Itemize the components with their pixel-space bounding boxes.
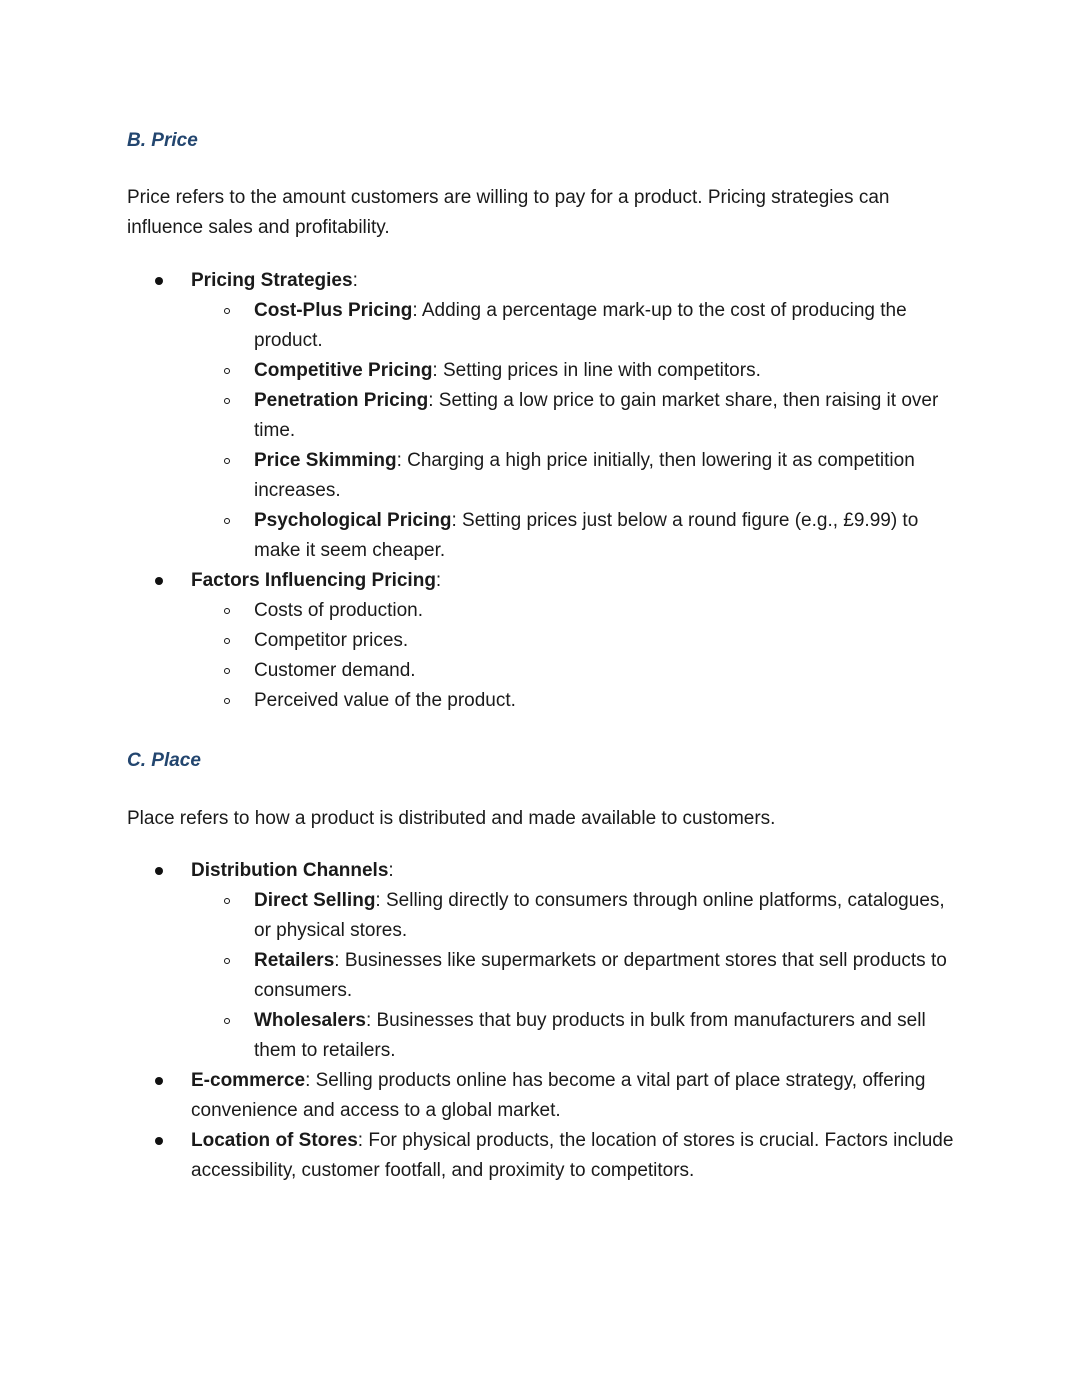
- distribution-channels-sublist: [191, 886, 957, 1066]
- list-item-e-commerce: E-commerce: Selling products online has become a vital part of place strategy, offering convenience and access to a global market.: [127, 1066, 957, 1126]
- list-item: Penetration Pricing: Setting a low price to gain market share, then raising it over time.: [191, 386, 957, 446]
- list-item-factors-influencing-pricing: Factors Influencing Pricing: Costs of production. Competitor prices. Customer demand. Perceived value of the product.: [127, 566, 957, 716]
- bullet-icon: [155, 277, 163, 285]
- list-item: Psychological Pricing: Setting prices just below a round figure (e.g., £9.99) to make it seem cheaper.: [191, 506, 957, 566]
- item-term: Distribution Channels: [191, 860, 389, 881]
- list-item: Customer demand.: [191, 656, 957, 686]
- circle-bullet-icon: [224, 608, 230, 614]
- price-bullet-list: [127, 266, 957, 716]
- list-item: Costs of production.: [191, 596, 957, 626]
- list-item: Competitive Pricing: Setting prices in line with competitors.: [191, 356, 957, 386]
- circle-bullet-icon: [224, 398, 230, 404]
- list-item-pricing-strategies: Pricing Strategies: Cost-Plus Pricing: Adding a percentage mark-up to the cost of producing the product. Competitive Pricing: Setting prices in line with competitors. Penetration Pricing: Setting a low price to gain market share, then raising it over time. Price Skimming: Charging a high price initially, then lowering it as competition increases. Psychological Pricing: Setting prices just below a round figure (e.g., £9.99) to make it seem cheaper.: [127, 266, 957, 566]
- item-term: Pricing Strategies: [191, 270, 353, 291]
- section-heading-price: B. Price: [127, 130, 198, 151]
- list-item: Retailers: Businesses like supermarkets or department stores that sell products to consumers.: [191, 946, 957, 1006]
- place-intro-paragraph: Place refers to how a product is distributed and made available to customers.: [127, 808, 776, 829]
- list-item-distribution-channels: Distribution Channels: Direct Selling: Selling directly to consumers through online platforms, catalogues, or physical stores. Retailers: Businesses like supermarkets or department stores that sell products to consumers. Wholesalers: Businesses that buy products in bulk from manufacturers and sell them to retailers.: [127, 856, 957, 1066]
- circle-bullet-icon: [224, 308, 230, 314]
- circle-bullet-icon: [224, 638, 230, 644]
- list-item: Competitor prices.: [191, 626, 957, 656]
- bullet-icon: [155, 1077, 163, 1085]
- circle-bullet-icon: [224, 368, 230, 374]
- list-item: Wholesalers: Businesses that buy products in bulk from manufacturers and sell them to retailers.: [191, 1006, 957, 1066]
- circle-bullet-icon: [224, 698, 230, 704]
- circle-bullet-icon: [224, 668, 230, 674]
- circle-bullet-icon: [224, 1018, 230, 1024]
- list-item: Price Skimming: Charging a high price initially, then lowering it as competition increases.: [191, 446, 957, 506]
- circle-bullet-icon: [224, 898, 230, 904]
- bullet-icon: [155, 867, 163, 875]
- circle-bullet-icon: [224, 518, 230, 524]
- bullet-icon: [155, 577, 163, 585]
- bullet-icon: [155, 1137, 163, 1145]
- pricing-strategies-sublist: [191, 296, 957, 566]
- list-item: Direct Selling: Selling directly to consumers through online platforms, catalogues, or physical stores.: [191, 886, 957, 946]
- factors-sublist: [191, 596, 957, 716]
- price-intro-paragraph: Price refers to the amount customers are willing to pay for a product. Pricing strategies can influence sales and profitability.: [127, 187, 890, 238]
- list-item: Perceived value of the product.: [191, 686, 957, 716]
- place-bullet-list: [127, 856, 957, 1186]
- item-term: E-commerce: [191, 1070, 306, 1091]
- item-term: Factors Influencing Pricing: [191, 570, 436, 591]
- item-term: Location of Stores: [191, 1130, 358, 1151]
- list-item-location-of-stores: Location of Stores: For physical products, the location of stores is crucial. Factors include accessibility, customer footfall, and proximity to competitors.: [127, 1126, 957, 1186]
- list-item: Cost-Plus Pricing: Adding a percentage mark-up to the cost of producing the product.: [191, 296, 957, 356]
- circle-bullet-icon: [224, 958, 230, 964]
- section-heading-place: C. Place: [127, 750, 201, 771]
- circle-bullet-icon: [224, 458, 230, 464]
